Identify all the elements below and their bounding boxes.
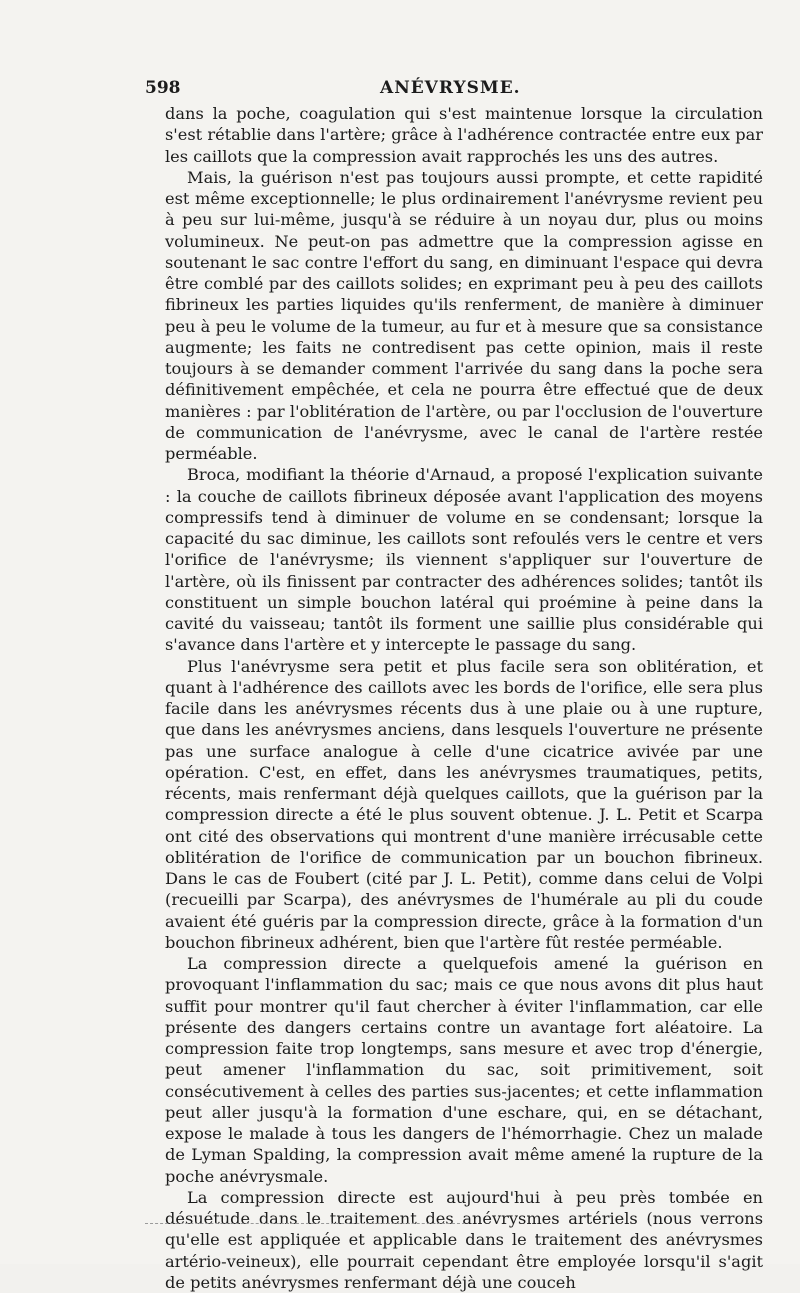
page-number: 598 bbox=[145, 78, 181, 98]
paragraph: La compression directe a quelquefois amené la guérison en provoquant l'inflammation du sac; mais ce que nous avons dit plus haut suffit pour montrer qu'il faut chercher à éviter l'inflammation, car elle présente des dangers certains contre un avantage fort aléatoire. La compression faite trop longtemps, sans mesure et avec trop d'énergie, peut amener l'inflammation du sac, soit primitivement, soit consécutivement à celles des parties sus-jacentes; et cette inflammation peut aller jusqu'à la formation d'une eschare, qui, en se détachant, expose le malade à tous les dangers de l'hémorrhagie. Chez un malade de Lyman Spalding, la compression avait même amené la rupture de la poche anévrysmale. bbox=[165, 954, 763, 1186]
paragraph: Broca, modifiant la théorie d'Arnaud, a proposé l'explication suivante : la couche de caillots fibrineux déposée avant l'application des moyens compressifs tend à diminuer de volume en se condensant; lorsque la capacité du sac diminue, les caillots sont refoulés vers le centre et vers l'orifice de l'anévrysme; ils viennent s'appliquer sur l'ouverture de l'artère, où ils finissent par contracter des adhérences solides; tantôt ils constituent un simple bouchon latéral qui proémine à peine dans la cavité du vaisseau; tantôt ils forment une saillie plus considérable qui s'avance dans l'artère et y intercepte le passage du sang. bbox=[165, 465, 763, 655]
paragraph: Mais, la guérison n'est pas toujours aussi prompte, et cette rapidité est même exceptionnelle; le plus ordinairement l'anévrysme revient peu à peu sur lui-même, jusqu'à se réduire à un noyau dur, plus ou moins volumineux. Ne peut-on pas admettre que la compression agisse en soutenant le sac contre l'effort du sang, en diminuant l'espace qui devra être comblé par des caillots solides; en exprimant peu à peu des caillots fibrineux les parties liquides qu'ils renferment, de manière à diminuer peu à peu le volume de la tumeur, au fur et à mesure que sa consistance augmente; les faits ne contredisent pas cette opinion, mais il reste toujours à se demander comment l'arrivée du sang dans la poche sera définitivement empêchée, et cela ne pourra être effectué que de deux manières : par l'oblitération de l'artère, ou par l'occlusion de l'ouverture de communication de l'anévrysme, avec le canal de l'artère restée perméable. bbox=[165, 167, 763, 463]
paragraph: Plus l'anévrysme sera petit et plus facile sera son oblitération, et quant à l'adhérence des caillots avec les bords de l'orifice, elle sera plus facile dans les anévrysmes récents dus à une plaie ou à une rupture, que dans les anévrysmes anciens, dans lesquels l'ouverture ne présente pas une surface analogue à celle d'une cicatrice avivée par une opération. C'est, en effet, dans les anévrysmes traumatiques, petits, récents, mais renfermant déjà quelques caillots, que la guérison par la compression directe a été le plus souvent obtenue. J. L. Petit et Scarpa ont cité des observations qui montrent d'une manière irrécusable cette oblitération de l'orifice de communication par un bouchon fibrineux. Dans le cas de Foubert (cité par J. L. Petit), comme dans celui de Volpi (recueilli par Scarpa), des anévrysmes de l'humérale au pli du coude avaient été guéris par la compression directe, grâce à la formation d'un bouchon fibrineux adhérent, bien que l'artère fût restée perméable. bbox=[165, 656, 763, 952]
paragraph-continuation: dans la poche, coagulation qui s'est maintenue lorsque la circulation s'est rétablie dans l'artère; grâce à l'adhérence contractée entre eux par les caillots que la compression avait rapprochés les uns des autres. bbox=[165, 104, 763, 166]
page-header bbox=[145, 78, 765, 104]
body-text bbox=[165, 103, 763, 1293]
footer-rule bbox=[145, 1223, 465, 1224]
paragraph: La compression directe est aujourd'hui à peu près tombée en désuétude dans le traitement des anévrysmes artériels (nous verrons qu'elle est appliquée et applicable dans le traitement des anévrysmes artério-veineux), elle pourrait cependant être employée lorsqu'il s'agit de petits anévrysmes renfermant déjà une couceh bbox=[165, 1187, 763, 1292]
running-title: ANÉVRYSME. bbox=[380, 78, 521, 98]
